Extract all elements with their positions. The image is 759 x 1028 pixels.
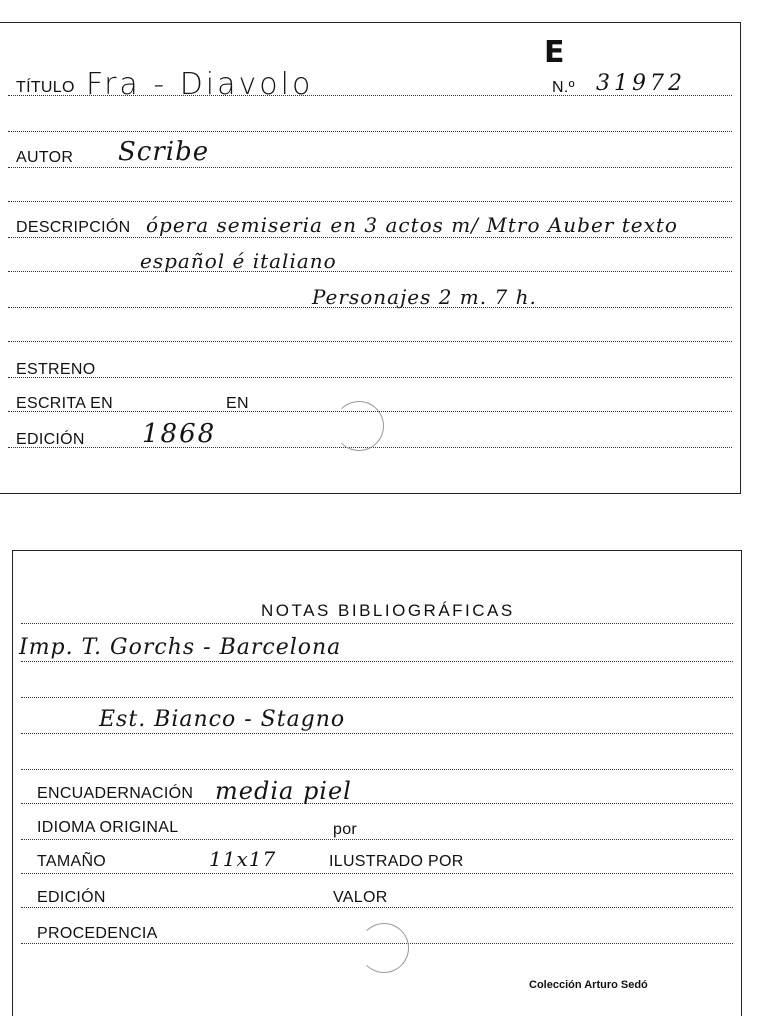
tamano-label: TAMAÑO [37,853,107,870]
autor-label: AUTOR [16,149,74,166]
encuadernacion-value: media piel [215,777,352,805]
por-label: por [333,821,358,838]
rule [21,873,733,874]
edicion2-label: EDICIÓN [37,889,106,906]
rule [8,201,732,202]
note-line1: Imp. T. Gorchs - Barcelona [19,635,342,660]
rule [8,271,732,272]
rule [21,839,733,840]
note-line2: Est. Bianco - Stagno [99,707,346,732]
rule [8,237,732,238]
rule [21,733,733,734]
rule [21,803,733,804]
rule [21,661,733,662]
rule [8,167,732,168]
numero-label: N.º [552,79,575,96]
estreno-label: ESTRENO [16,361,96,378]
tamano-value: 11x17 [209,847,277,871]
valor-label: VALOR [333,889,388,906]
titulo-value: Fra - Diavolo [86,67,314,102]
rule [8,131,732,132]
rule [21,623,733,624]
coleccion-stamp: Colección Arturo Sedó [529,979,648,991]
descripcion-line1: ópera semiseria en 3 actos m/ Mtro Auber texto [146,213,678,237]
punch-hole [359,923,409,973]
edicion-label: EDICIÓN [16,431,85,448]
descripcion-line3: Personajes 2 m. 7 h. [312,285,537,309]
numero-value: 31972 [596,71,686,96]
catalog-card-back [12,550,742,1016]
rule [8,95,732,96]
rule [21,907,733,908]
rule [8,377,732,378]
escrita-label: ESCRITA EN [16,395,113,412]
descripcion-label: DESCRIPCIÓN [16,219,131,236]
descripcion-line2: español é italiano [140,249,337,273]
rule [8,307,732,308]
procedencia-label: PROCEDENCIA [37,925,158,942]
punch-hole [334,401,384,451]
catalog-card-front [0,22,741,494]
edicion-value: 1868 [142,419,217,449]
notas-heading: NOTAS BIBLIOGRÁFICAS [261,601,515,620]
rule [21,697,733,698]
letter-mark: E [544,35,565,70]
encuadernacion-label: ENCUADERNACIÓN [37,785,194,802]
rule [21,769,733,770]
rule [8,341,732,342]
titulo-label: TÍTULO [16,79,75,96]
en-label: EN [226,395,249,412]
idioma-label: IDIOMA ORIGINAL [37,819,179,836]
ilustrado-label: ILUSTRADO POR [329,853,464,870]
autor-value: Scribe [118,137,210,167]
